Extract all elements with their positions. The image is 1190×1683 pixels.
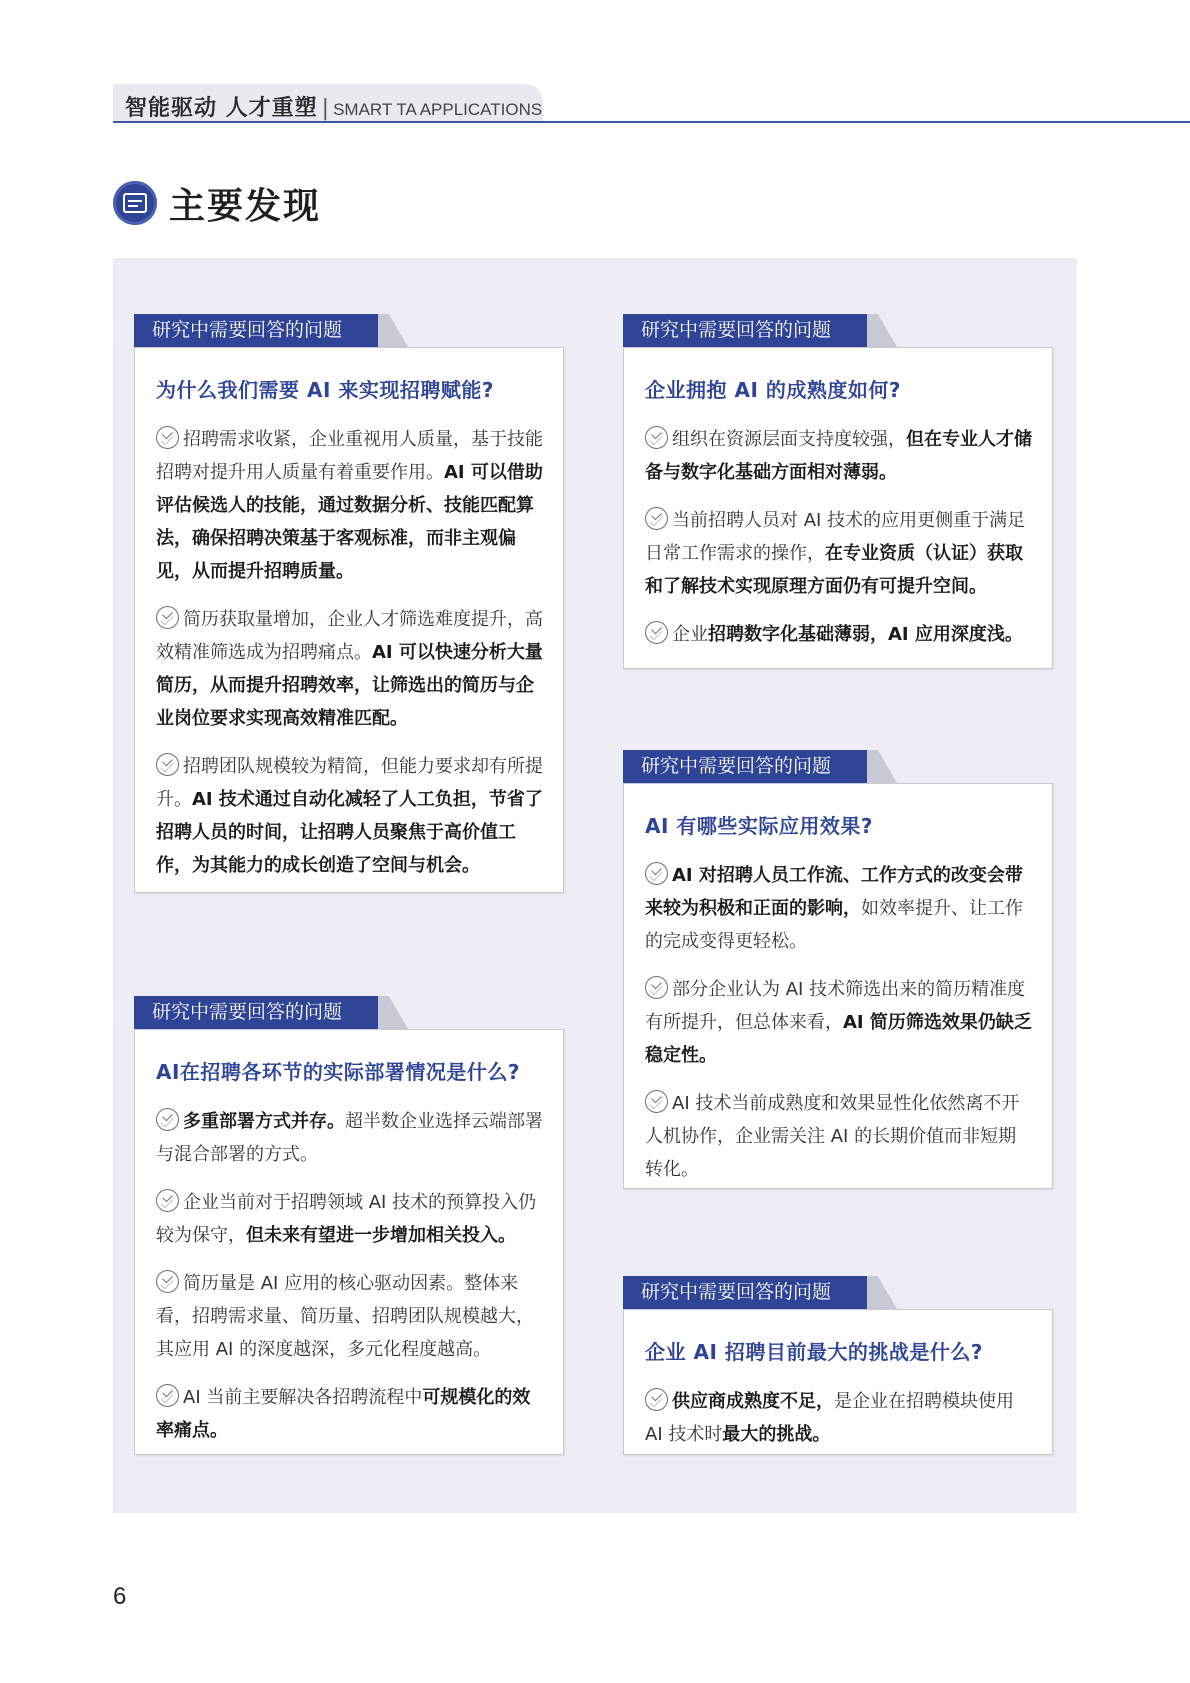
finding-item [645, 1087, 1032, 1186]
item-bold-text: AI 可以快速分析大量简历，从而提升招聘效率，让筛选出的简历与企业岗位要求实现高效精准匹配。 [156, 642, 543, 729]
item-bold-text: 最大的挑战。 [722, 1424, 831, 1445]
header-title-zh: 智能驱动 人才重塑 [125, 96, 318, 121]
finding-item [645, 1385, 1032, 1451]
finding-item [645, 973, 1032, 1072]
finding-item [156, 603, 543, 735]
item-bold-text: 在专业资质（认证）获取和了解技术实现原理方面仍有可提升空间。 [645, 543, 1023, 597]
check-circle-icon [156, 1108, 179, 1131]
card-tag: 研究中需要回答的问题 [134, 996, 378, 1029]
item-bold-text: 招聘数字化基础薄弱，AI 应用深度浅。 [708, 624, 1023, 645]
check-circle-icon [645, 1388, 668, 1411]
page-number: 6 [113, 1583, 127, 1610]
check-circle-icon [645, 1090, 668, 1113]
finding-item [156, 750, 543, 882]
item-text: 招聘团队规模较为精简，但能力要求却有所提升。 [156, 756, 543, 810]
item-bold-text: 供应商成熟度不足， [672, 1391, 834, 1412]
check-circle-icon [645, 621, 668, 644]
item-text: 企业 [672, 624, 708, 645]
check-circle-icon [156, 1270, 179, 1293]
finding-item [156, 1105, 543, 1171]
finding-item [645, 859, 1032, 958]
check-circle-icon [156, 1189, 179, 1212]
item-bold-text: 但未来有望进一步增加相关投入。 [246, 1225, 516, 1246]
item-text: 招聘需求收紧，企业重视用人质量，基于技能招聘对提升用人质量有着重要作用。 [156, 429, 543, 483]
document-icon [113, 181, 157, 225]
item-bold-text: 可规模化的效率痛点。 [156, 1387, 531, 1441]
card-body [623, 1309, 1053, 1455]
check-circle-icon [645, 426, 668, 449]
section-title: 主要发现 [169, 185, 322, 227]
item-bold-text: AI 对招聘人员工作流、工作方式的改变会带来较为积极和正面的影响， [645, 865, 1023, 919]
item-bold-text: AI 可以借助评估候选人的技能，通过数据分析、技能匹配算法，确保招聘决策基于客观标准，而非主观偏见，从而提升招聘质量。 [156, 462, 543, 582]
check-circle-icon [645, 507, 668, 530]
item-bold-text: 多重部署方式并存。 [183, 1111, 345, 1132]
item-bold-text: AI 技术通过自动化减轻了人工负担，节省了招聘人员的时间，让招聘人员聚焦于高价值工作，为其能力的成长创造了空间与机会。 [156, 789, 543, 876]
check-circle-icon [645, 862, 668, 885]
item-text: 部分企业认为 AI 技术筛选出来的简历精准度有所提升，但总体来看， [645, 979, 1026, 1033]
finding-item [156, 423, 543, 588]
card-tag: 研究中需要回答的问题 [623, 314, 867, 347]
card-tag: 研究中需要回答的问题 [134, 314, 378, 347]
item-text: 超半数企业选择云端部署与混合部署的方式。 [156, 1111, 543, 1165]
header-title-en: SMART TA APPLICATIONS [333, 100, 543, 119]
finding-item [156, 1186, 543, 1252]
item-text: AI 当前主要解决各招聘流程中 [183, 1387, 423, 1408]
check-circle-icon [156, 426, 179, 449]
check-circle-icon [156, 753, 179, 776]
item-bold-text: 但在专业人才储备与数字化基础方面相对薄弱。 [645, 429, 1032, 483]
running-header [113, 84, 543, 122]
item-text: 简历获取量增加，企业人才筛选难度提升，高效精准筛选成为招聘痛点。 [156, 609, 543, 663]
card-question: 企业拥抱 AI 的成熟度如何? [645, 378, 901, 402]
card-tag: 研究中需要回答的问题 [623, 1276, 867, 1309]
check-circle-icon [156, 1384, 179, 1407]
card-body [623, 783, 1053, 1189]
card-question: 企业 AI 招聘目前最大的挑战是什么? [645, 1340, 983, 1364]
item-text: 是企业在招聘模块使用 AI 技术时 [645, 1391, 1014, 1445]
item-text: 企业当前对于招聘领域 AI 技术的预算投入仍较为保守， [156, 1192, 537, 1246]
item-text: 简历量是 AI 应用的核心驱动因素。整体来看，招聘需求量、简历量、招聘团队规模越大，其应用 AI 的深度越深，多元化程度越高。 [156, 1273, 534, 1360]
card-body [134, 347, 564, 893]
check-circle-icon [156, 606, 179, 629]
item-bold-text: AI 简历筛选效果仍缺乏稳定性。 [645, 1012, 1032, 1066]
item-text: 组织在资源层面支持度较强， [672, 429, 906, 450]
header-rule [113, 121, 1190, 123]
card-question: AI 有哪些实际应用效果? [645, 814, 873, 838]
card-question: 为什么我们需要 AI 来实现招聘赋能? [156, 378, 494, 402]
check-circle-icon [645, 976, 668, 999]
finding-item [645, 504, 1032, 603]
card-tag: 研究中需要回答的问题 [623, 750, 867, 783]
item-text: AI 技术当前成熟度和效果显性化依然离不开人机协作，企业需关注 AI 的长期价值而非短期转化。 [645, 1093, 1020, 1180]
finding-item [645, 618, 1032, 651]
section-heading [113, 178, 321, 228]
finding-item [645, 423, 1032, 489]
item-text: 当前招聘人员对 AI 技术的应用更侧重于满足日常工作需求的操作， [645, 510, 1026, 564]
item-text: 如效率提升、让工作的完成变得更轻松。 [645, 898, 1023, 952]
header-text [125, 91, 542, 122]
card-body [134, 1029, 564, 1455]
card-body [623, 347, 1053, 669]
finding-item [156, 1267, 543, 1366]
finding-item [156, 1381, 543, 1447]
header-separator: | [321, 96, 330, 121]
card-question: AI在招聘各环节的实际部署情况是什么? [156, 1060, 521, 1084]
